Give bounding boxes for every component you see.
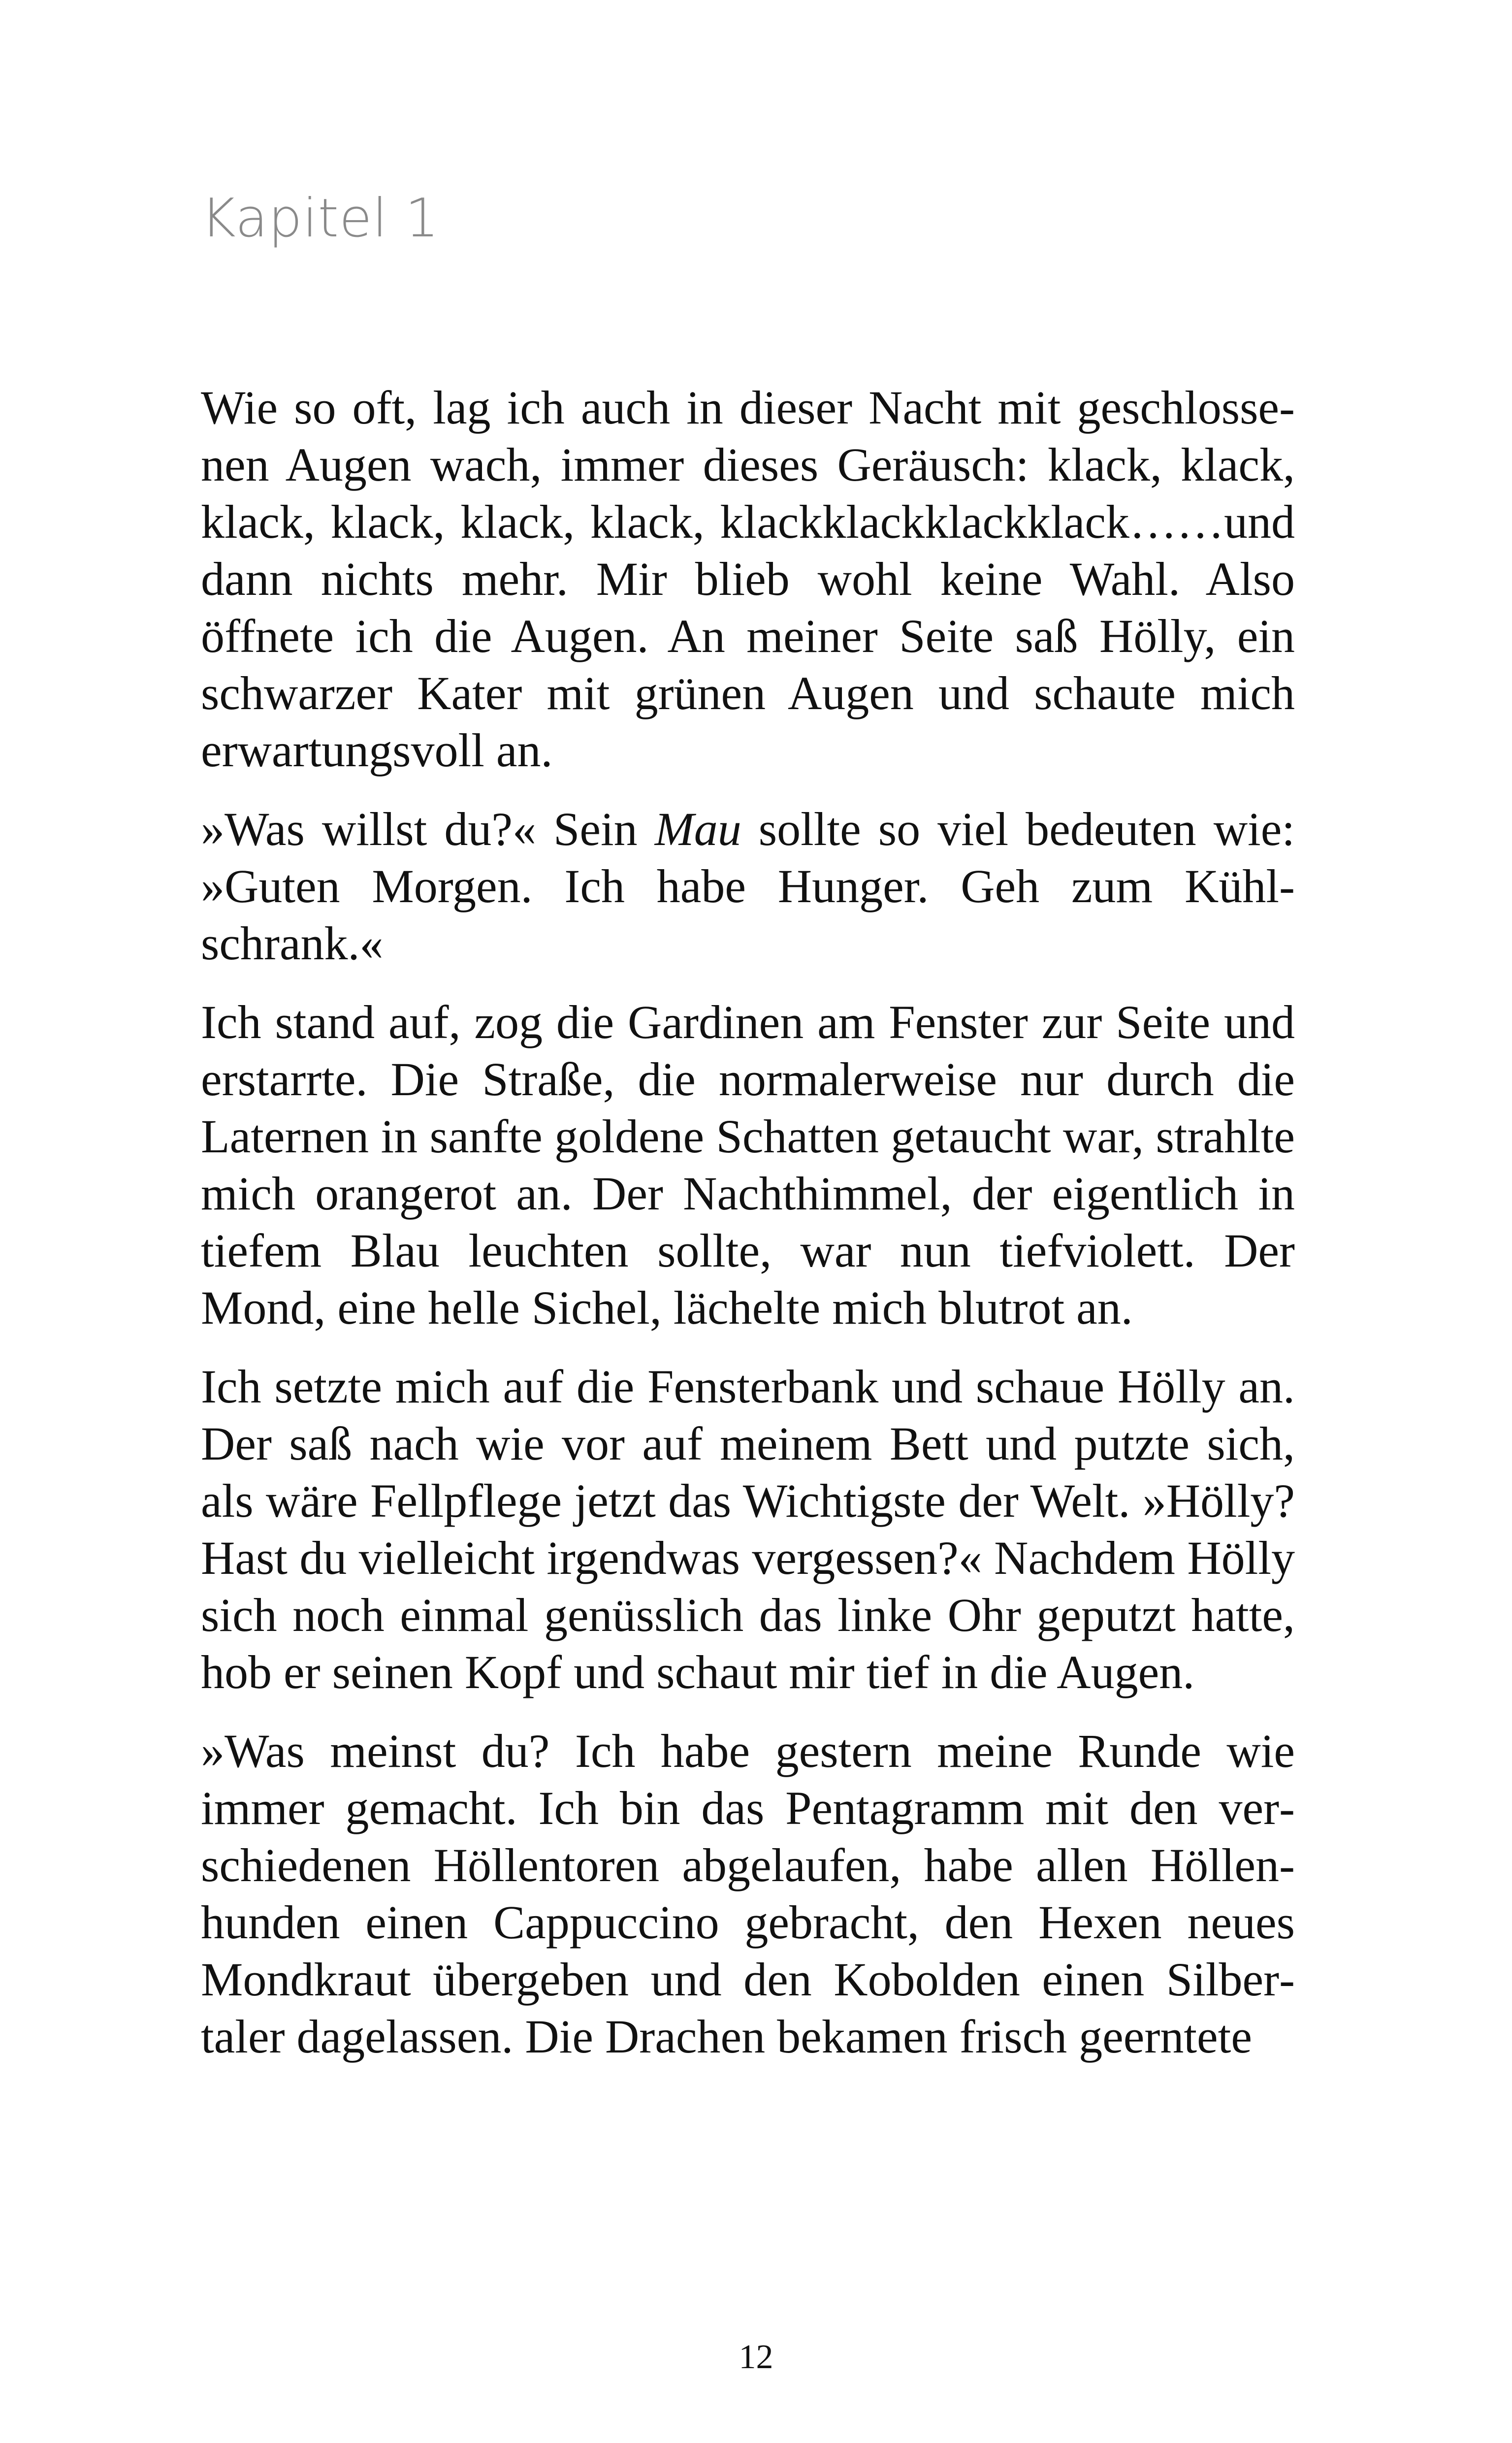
paragraph-5: »Was meinst du? Ich habe gestern meine Runde wie immer gemacht. Ich bin das Pentagramm mit den verschiedenen Höllentoren abgelaufen, habe allen Höllenhunden einen Cappuccino gebracht, den Hexen neues Mondkraut übergeben und den Kobolden einen Silbertaler dagelassen. Die Drachen bekamen frisch geerntete [201, 1725, 1295, 2063]
paragraph-4: Ich setzte mich auf die Fensterbank und schaue Hölly an. Der saß nach wie vor auf meinem Bett und putzte sich, als wäre Fellpflege jetzt das Wichtigste der Welt. »Hölly? Hast du vielleicht irgendwas vergessen?« Nachdem Hölly sich noch einmal genüsslich das linke Ohr geputzt hatte, hob er seinen Kopf und schaut mir tief in die Augen. [201, 1360, 1295, 1698]
paragraph-2 [201, 801, 1295, 972]
paragraph-3: Ich stand auf, zog die Gardinen am Fenster zur Seite und erstarrte. Die Straße, die normalerweise nur durch die Laternen in sanfte goldene Schatten getaucht war, strahlte mich orangerot an. Der Nachthimmel, der eigentlich in tiefem Blau leuchten sollte, war nun tiefviolett. Der Mond, eine helle Sichel, lächelte mich blutrot an. [201, 996, 1295, 1334]
paragraph-2-start: »Was willst du?« Sein [201, 803, 655, 855]
page-number: 12 [739, 2338, 773, 2376]
chapter-body [201, 379, 1295, 2065]
paragraph-2-end: sollte so viel bedeuten wie: »Guten Morgen. Ich habe Hunger. Geh zum Kühlschrank.« [201, 803, 1295, 970]
paragraph-2-italic-word: Mau [654, 803, 741, 855]
paragraph-1: Wie so oft, lag ich auch in dieser Nacht mit geschlossenen Augen wach, immer dieses Geräusch: klack, klack, klack, klack, klack, klack, klackklackklackklack……und dann nichts mehr. Mir blieb wohl keine Wahl. Also öffnete ich die Augen. An meiner Seite saß Hölly, ein schwarzer Kater mit grünen Augen und schaute mich erwartungsvoll an. [201, 381, 1295, 777]
chapter-title: Kapitel 1 [201, 188, 440, 249]
